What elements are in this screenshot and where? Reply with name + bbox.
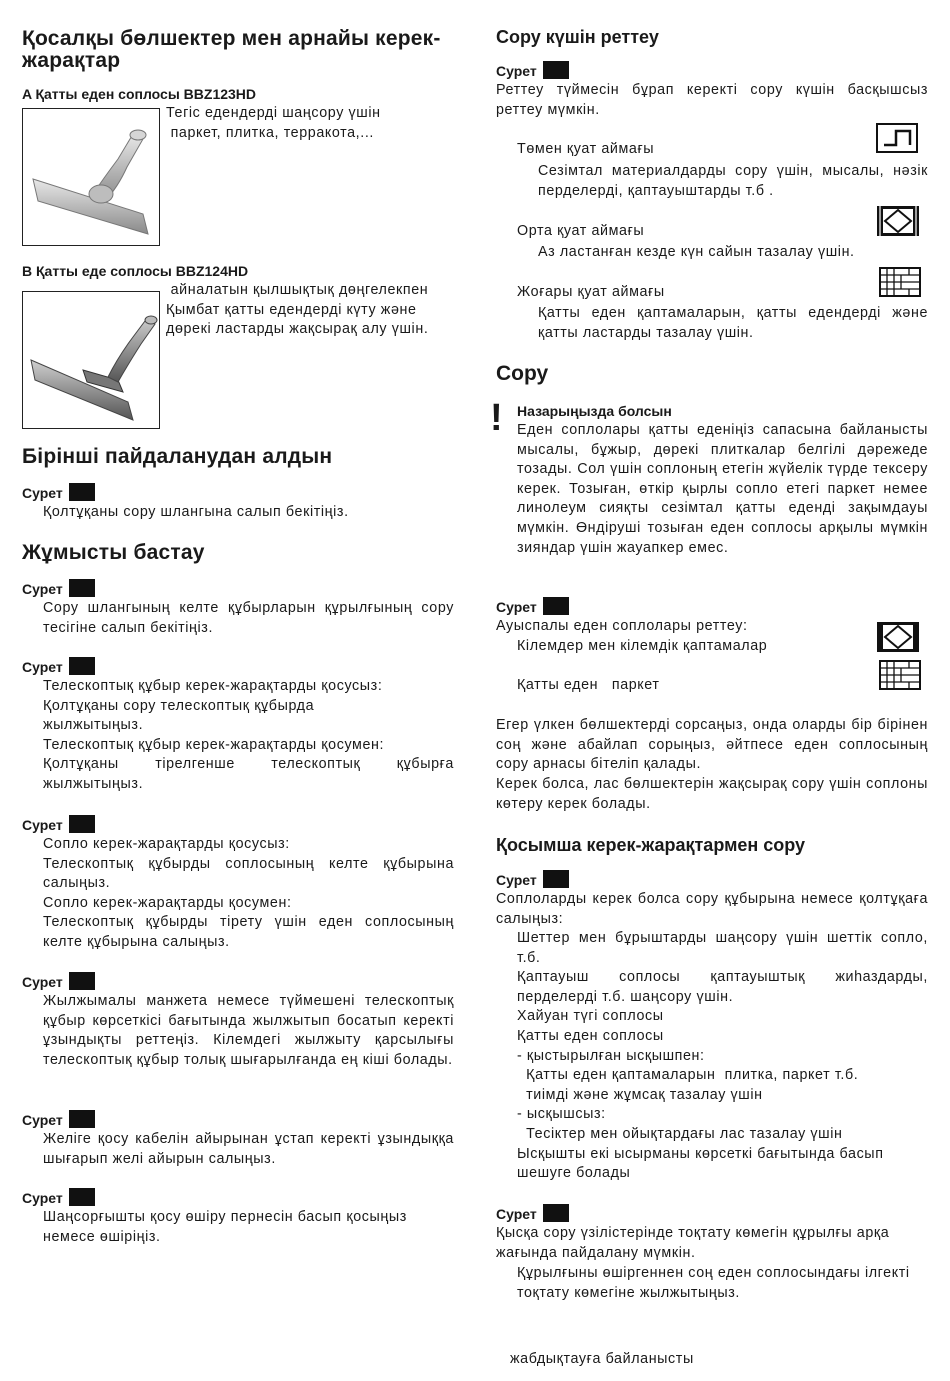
carpet-icon — [877, 206, 919, 236]
step3-line: Сопло керек-жарақтарды қосумен: — [43, 894, 292, 911]
section-title-spare-parts: Қосалқы бөлшектер мен арнайы керек-жарақтар — [22, 27, 441, 72]
section-title-accessories: Қосымша керек-жарақтармен сору — [496, 835, 806, 855]
figure-number-box — [69, 1110, 95, 1128]
figure-number-box — [69, 579, 95, 597]
nozzle-a-label: A Қатты еден соплосы BBZ123HD — [22, 86, 257, 102]
power-intro: Реттеу түймесін бұрап керекті сору күшін басқышсыз реттеу мүмкін. — [496, 82, 928, 118]
pause-intro: Қысқа сору үзілістерінде тоқтату көмегін құрылғы арқа жағында пайдалану мүмкін. — [496, 1225, 890, 1261]
warning-icon: ! — [490, 397, 503, 439]
accessories-intro: Соплоларды керек болса сору құбырына немесе қолтұқаға салыңыз: — [496, 891, 928, 927]
figure-number-box — [69, 483, 95, 501]
switch-carpet: Кілемдер мен кілемдік қаптамалар — [517, 638, 768, 654]
nozzle-b-image — [22, 291, 160, 429]
step2-line: Телескоптық құбыр керек-жарақтарды қосусыз: — [43, 678, 383, 694]
nozzle-b-desc-line: Қымбат қатты едендерді күту және — [166, 301, 417, 318]
figure-label: Сурет — [22, 579, 95, 598]
accessory-item: Қатты еден қаптамаларын плитка, паркет т.б. — [517, 1067, 859, 1084]
figure-number-box — [543, 870, 569, 888]
figure-label: Сурет — [22, 657, 95, 676]
high-power-label: Жоғары қуат аймағы — [517, 284, 665, 300]
figure-label: Сурет — [496, 61, 569, 80]
nozzle-a-image — [22, 108, 160, 246]
figure-number-box — [69, 815, 95, 833]
step3-line: Телескоптық құбырды тірету үшін еден соплосының келте құбырына салыңыз. — [43, 914, 454, 950]
step2-line: Қолтұқаны тірелгенше телескоптық құбырға жылжытыңыз. — [43, 756, 454, 792]
figure-label: Сурет — [496, 1204, 569, 1223]
high-power-text: Қатты еден қаптамаларын, қатты едендерді және қатты ластарды тазалау үшін. — [538, 305, 928, 341]
figure-number-box — [543, 597, 569, 615]
switch-hard: Қатты еден паркет — [517, 677, 660, 693]
figure-label: Сурет — [22, 815, 95, 834]
step3-line: Телескоптық құбырды соплосының келте құбырына салыңыз. — [43, 855, 454, 892]
accessory-item: Қаптауыш соплосы қаптауыштық жиһаздарды, перделерді т.б. шаңсору үшін. — [517, 969, 928, 1005]
low-power-text: Сезімтал материалдарды сору үшін, мысалы, нәзік перделерді, қаптауыштарды т.б . — [538, 163, 928, 199]
nozzle-a-desc-line: Тегіс едендерді шаңсору үшін — [166, 105, 381, 121]
figure-number-box — [543, 1204, 569, 1222]
hard-floor-icon — [879, 267, 921, 297]
section-title-vacuuming: Сору — [496, 362, 549, 385]
carpet-icon — [877, 622, 919, 652]
step2-line: Қолтұқаны сору телескоптық құбырда жылжытыңыз. — [43, 697, 315, 734]
section-title-getting-started: Жұмысты бастау — [22, 541, 205, 564]
figure-number-box — [543, 61, 569, 79]
warning-text: Еден соплолары қатты еденіңіз сапасына байланысты мысалы, бұжыр, дөрекі плиткалар белгілі дәрежеде тозады. Сол үшін соплоның етегін жүйелік түрде тексеру керек. Тозыған, өткір қырлы сопло етегі паркет немее линолеум сияқты сезімтал қатты еденді зақымдауы мүмкін. Өндіруші тозыған еден соплосы арқылы мүмкін зияндар үшін жауапкер емес. — [517, 422, 928, 556]
low-power-label: Төмен қуат аймағы — [517, 141, 655, 157]
section-title-suction-power: Сору күшін реттеу — [496, 27, 659, 47]
figure-label: Сурет — [22, 972, 95, 991]
mid-power-text: Аз ластанған кезде күн сайын тазалау үшін. — [538, 244, 855, 260]
accessory-item: Ысқышты екі ысырманы көрсеткі бағытында басып шешуге болады — [517, 1145, 884, 1182]
step6-text: Шаңсорғышты қосу өшіру пернесін басып қосыңыз немесе өшіріңіз. — [43, 1209, 407, 1245]
nozzle-b-desc-line: айналатын қылшықтық дөңгелекпен — [166, 282, 429, 298]
accessory-item: тиімді және жұмсақ тазалау үшін — [517, 1086, 763, 1103]
step3-line: Сопло керек-жарақтарды қосусыз: — [43, 836, 290, 852]
low-power-icon — [876, 123, 918, 153]
figure-label: Сурет — [496, 870, 569, 889]
accessory-item: Қатты еден соплосы — [517, 1027, 664, 1044]
step5-text: Желіге қосу кабелін айырынан ұстап керекті ұзындыққа шығарып желі айырын салыңыз. — [43, 1131, 454, 1167]
step1-text: Сору шлангының келте құбырларын құрылғының сору тесігіне салып бекітіңіз. — [43, 600, 454, 636]
nozzle-a-desc-line: паркет, плитка, терракота,... — [166, 124, 374, 141]
figure-label: Сурет — [22, 1110, 95, 1129]
accessory-item: - қыстырылған ысқышпен: — [517, 1047, 705, 1064]
switch-intro: Ауыспалы еден соплолары реттеу: — [496, 618, 748, 634]
footer-note: жабдықтауға байланысты — [510, 1351, 694, 1367]
figure-number-box — [69, 972, 95, 990]
step4-text: Жылжымалы манжета немесе түймешені телескоптық құбыр көрсеткісі бағытында жылжытып босатып керекті ұзындықты реттеңіз. Кілемдегі жылжыту қарсылығы телескоптық құбыр толық шығарылғанда ең кіші болады. — [43, 993, 454, 1068]
mid-power-label: Орта қуат аймағы — [517, 223, 645, 239]
figure-label: Сурет — [22, 1188, 95, 1207]
nozzle-b-label: B Қатты еде соплосы BBZ124HD — [22, 263, 249, 279]
nozzle-b-desc-line: дөрекі ластарды жақсырақ алу үшін. — [166, 321, 429, 338]
before-text: Қолтұқаны сору шлангына салып бекітіңіз. — [43, 504, 349, 520]
accessory-item: - ысқышсыз: — [517, 1106, 606, 1123]
hard-floor-icon — [879, 660, 921, 690]
large-parts-text: Егер үлкен бөлшектерді сорсаңыз, онда оларды бір бірінен соң және абайлап сорыңыз, әйтпесе еден соплосының сору арнасы бітеліп қалады. — [496, 717, 928, 773]
pause-text: Құрылғыны өшіргеннен соң еден соплосындағы ілгекті тоқтату көмегіне жылжытыңыз. — [517, 1265, 910, 1301]
figure-label: Сурет — [496, 597, 569, 616]
accessory-item: Хайуан түгі соплосы — [517, 1008, 664, 1025]
accessory-item: Тесіктер мен ойықтардағы лас тазалау үшін — [517, 1125, 843, 1142]
accessory-item: Шеттер мен бұрыштарды шаңсору үшін шеттік сопло, т.б. — [517, 930, 928, 966]
figure-number-box — [69, 1188, 95, 1206]
section-title-before-first-use: Бірінші пайдаланудан алдын — [22, 445, 333, 468]
lift-text: Керек болса, лас бөлшектерін жақсырақ сору үшін соплоны көтеру керек болады. — [496, 776, 928, 812]
figure-label: Сурет — [22, 483, 95, 502]
warning-label: Назарыңызда болсын — [517, 403, 672, 419]
step2-line: Телескоптық құбыр керек-жарақтарды қосумен: — [43, 736, 385, 753]
figure-number-box — [69, 657, 95, 675]
